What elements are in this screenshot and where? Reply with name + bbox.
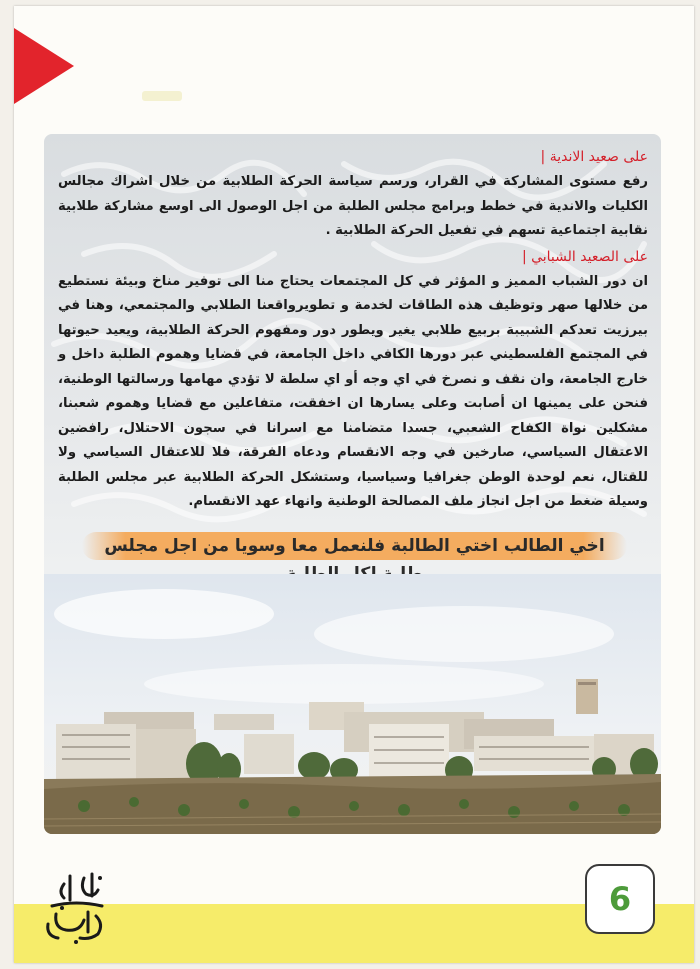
section-heading-clubs: على صعيد الاندية |: [540, 149, 648, 165]
slogan-banner: اخي الطالب اختي الطالبة فلنعمل معا وسويا من اجل مجلس: [82, 532, 627, 560]
red-triangle-tab-icon: [14, 28, 74, 104]
brochure-page: [14, 6, 694, 963]
section-body-clubs: رفع مستوى المشاركة في القرار، ورسم سياسة الحركة الطلابية من خلال اشراك مجالس الكليات والاندية في خطط وبرامج مجلس الطلبة من اجل الوصول الى اوسع مشاركة طلابية نقابية اجتماعية تسهم في تفعيل الحركة الطلابية .: [58, 174, 648, 238]
calligraphy-logo-icon: [40, 866, 114, 946]
section-heading-youth: على الصعيد الشبابي |: [521, 248, 648, 265]
campus-photo: [44, 574, 661, 834]
faint-watermark: [142, 91, 182, 101]
section-body-youth: ان دور الشباب المميز و المؤثر في كل المجتمعات يحتاج منا الى توفير مناخ وبيئة نستطيع من خلالها صهر وتوظيف هذه الطاقات لخدمة و تطويرواقعنا الطلابي والمجتمعي، وهنا في بيرزيت تعدكم الشبيبة بربيع طلابي يغير ويطور دور ومفهوم الحركة الطلابية، ويعيد حيوتها في المجتمع الفلسطيني عبر دورها الكافي داخل الجامعة، في قضايا وهموم الطلبة داخل و خارج الجامعة، وان نقف و نصرخ في اي وجه أو اي سلطة لا تؤدي مهامها ورسالتها الوطنية، فنحن على يمينها ان أصابت وعلى يسارها ان اخفقت، متفاعلين مع قضايا وهموم شعبنا، مشكلين نواة الكفاح الشعبي، جسدا متضامنا مع اسرانا في سجون الاحتلال، رافضين الاعتقال السياسي، صارخين في وجه الانقسام ودعاه الفرقة، فلا للاعتقال السياسي ولا للقتال، نعم لوحدة الوطن جغرافيا وسياسيا، وستشكل الحركة الطلابية عبر مجلس الطلبة وسيلة ضغط من اجل انجاز ملف المصالحة الوطنية وانهاء عهد الانقسام.: [58, 273, 648, 509]
article-text: [58, 144, 648, 515]
page-number-box: [585, 864, 655, 934]
content-panel: [44, 134, 661, 834]
page-number: 6: [608, 880, 632, 918]
